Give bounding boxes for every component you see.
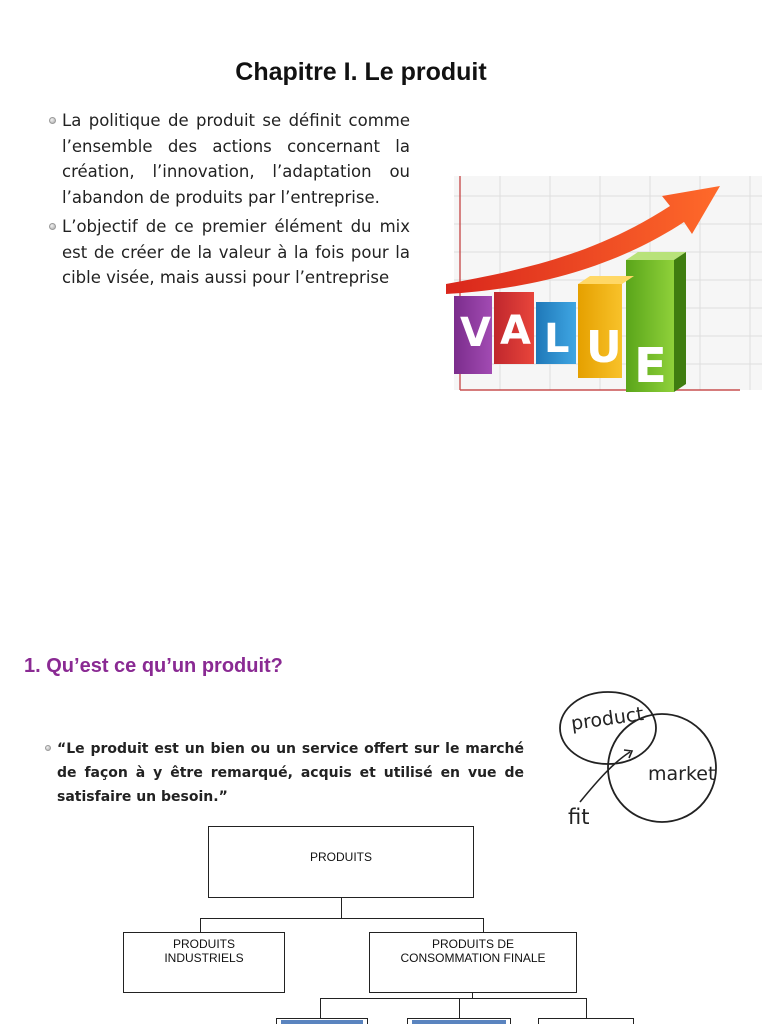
sketch-label-market: market: [648, 763, 716, 785]
chart-node-consumer: [369, 932, 577, 993]
product-market-fit-sketch: [550, 690, 730, 830]
bullet-text: L’objectif de ce premier élément du mix est de créer de la valeur à la fois pour la cible visée, mais aussi pour l’entreprise: [62, 217, 410, 287]
definition-quote: [44, 737, 524, 809]
chart-node-partial: [407, 1018, 511, 1024]
sketch-label-fit: fit: [568, 805, 590, 829]
chart-node-label: PRODUITS DE CONSOMMATION FINALE: [400, 937, 546, 965]
value-letter-v: V: [460, 310, 491, 356]
chart-node-industrial: [123, 932, 285, 993]
quote-text: “Le produit est un bien ou un service offert sur le marché de façon à y être remarqué, acquis et utilisé en vue de satisfaire un besoin.”: [57, 741, 524, 805]
chart-node-bar: [412, 1020, 506, 1024]
chart-node-partial: [276, 1018, 368, 1024]
bullet-text: La politique de produit se définit comme l’ensemble des actions concernant la création, l’innovation, l’adaptation ou l’abandon de produits par l’entreprise.: [62, 111, 410, 207]
value-letter-e: E: [634, 338, 667, 394]
bullet-item: [48, 214, 410, 291]
sketch-label-product: product: [569, 702, 646, 735]
section-title: 1. Qu’est ce qu’un produit?: [24, 655, 283, 677]
bullet-list: [48, 108, 410, 291]
chart-node-bar: [281, 1020, 363, 1024]
value-letter-l: L: [544, 316, 570, 362]
value-letter-u: U: [586, 322, 622, 373]
value-growth-image: [440, 176, 762, 426]
chart-node-root: PRODUITS: [208, 826, 474, 898]
chart-node-partial: [538, 1018, 634, 1024]
chart-node-label: PRODUITS INDUSTRIELS: [164, 937, 244, 965]
bullet-icon: [49, 223, 56, 230]
slide-title: Chapitre I. Le produit: [235, 58, 487, 86]
value-letter-a: A: [500, 308, 531, 354]
bullet-item: [48, 108, 410, 210]
product-classification-chart: [0, 820, 768, 1024]
bullet-icon: [45, 745, 51, 751]
bullet-icon: [49, 117, 56, 124]
